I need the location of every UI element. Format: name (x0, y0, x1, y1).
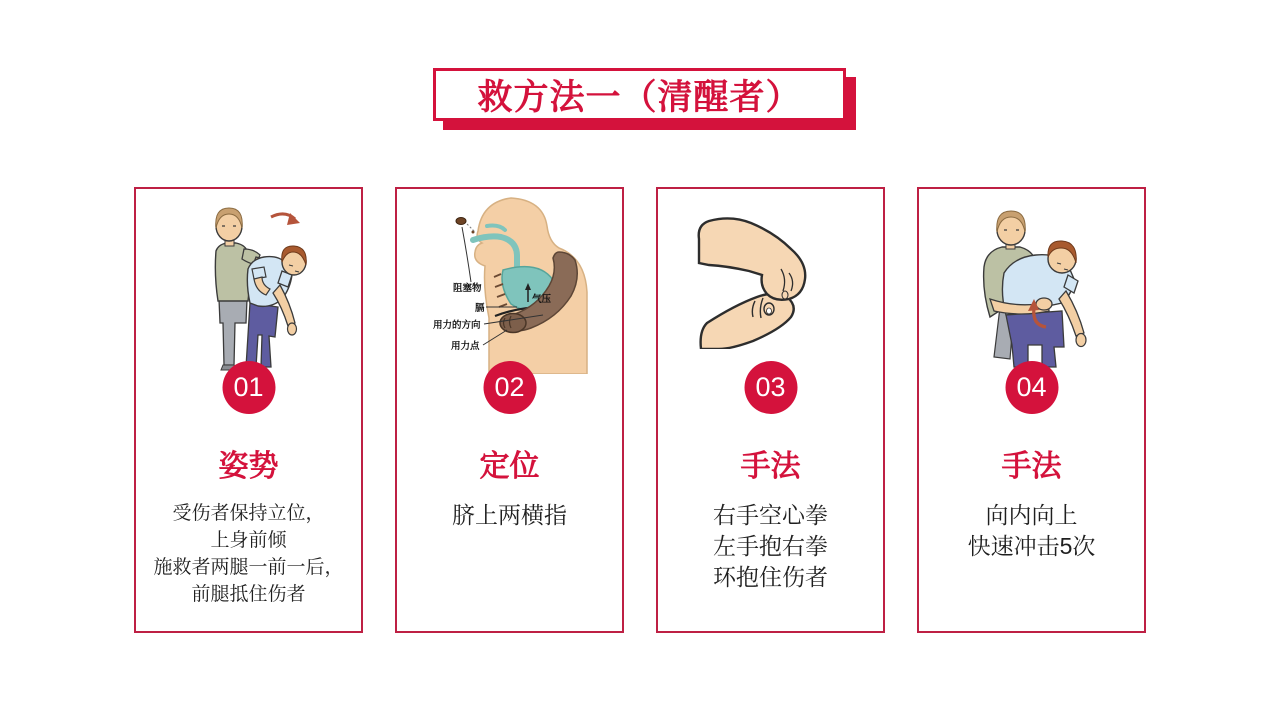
wrapping-hand (698, 218, 805, 299)
description-line: 施救者两腿一前一后， (153, 557, 344, 578)
step-description (658, 500, 883, 593)
obstruction-shape (456, 218, 475, 234)
label-air-pressure: 气压 (532, 294, 552, 305)
description-line: 向内向上 (985, 502, 1078, 528)
description-line: 右手空心拳 (713, 502, 828, 528)
step-card-3 (656, 187, 885, 633)
description-line: 受伤者保持立位， (172, 503, 325, 524)
step-card-1 (134, 187, 363, 633)
step-heading: 手法 (740, 450, 801, 483)
description-line: 上身前倾 (210, 530, 287, 551)
posture-illustration (136, 205, 361, 373)
description-line: 前腿抵住伤者 (191, 584, 306, 605)
slide-title-block (433, 68, 846, 121)
anatomy-diagram-illustration (397, 194, 622, 374)
posture-illustration-svg (174, 205, 324, 373)
label-obstruction: 阻塞物 (453, 283, 482, 294)
description-line: 左手抱右拳 (713, 533, 828, 559)
step-card-4 (917, 187, 1146, 633)
step-number-badge: 03 (744, 361, 797, 414)
fist-hand (700, 294, 793, 350)
step-number-badge: 04 (1005, 361, 1058, 414)
fist-grip-illustration (658, 211, 883, 349)
step-number-badge: 01 (222, 361, 275, 414)
description-line: 环抱住伤者 (713, 564, 828, 590)
step-description (397, 500, 622, 531)
victim-figure (246, 246, 306, 367)
description-line: 快速冲击5次 (967, 533, 1096, 559)
anatomy-diagram-svg (427, 194, 592, 374)
step-card-2 (395, 187, 624, 633)
fist-grip-svg (697, 211, 845, 349)
step-heading: 姿势 (218, 450, 279, 483)
step-heading: 手法 (1001, 450, 1062, 483)
description-line: 脐上两横指 (452, 502, 567, 528)
lean-forward-arrow-icon (271, 213, 300, 225)
step-description (136, 500, 361, 608)
label-diaphragm: 膈 (475, 303, 485, 314)
step-description (919, 500, 1144, 562)
thrust-illustration-svg (954, 207, 1109, 372)
label-force-direction: 用力的方向 (433, 320, 481, 331)
label-force-point: 用力点 (451, 341, 480, 352)
title-box (433, 68, 846, 121)
step-heading: 定位 (479, 450, 540, 483)
page-title: 救方法一（清醒者） (477, 77, 802, 117)
thrust-illustration (919, 207, 1144, 372)
steps-row (0, 187, 1280, 633)
step-number-badge: 02 (483, 361, 536, 414)
